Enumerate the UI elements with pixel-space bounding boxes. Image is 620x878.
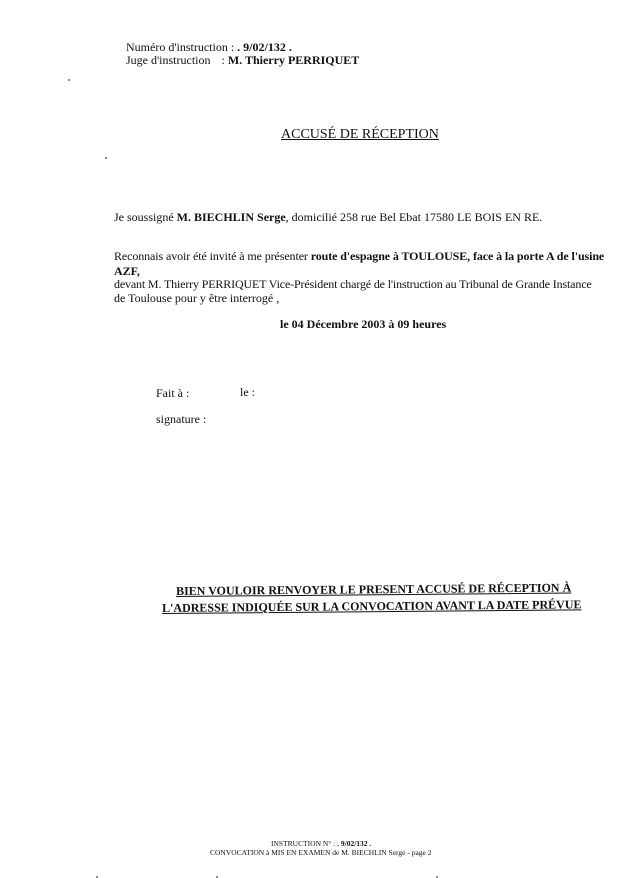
instruction-label: Numéro d'instruction : — [126, 40, 235, 54]
judge-name: M. Thierry PERRIQUET — [227, 53, 360, 67]
scan-speck — [105, 157, 107, 159]
convocation-date: le 04 Décembre 2003 à 09 heures — [280, 317, 447, 331]
return-notice-line-1: BIEN VOULOIR RENVOYER LE PRESENT ACCUSÉ DE RÉCEPTION À — [176, 580, 572, 598]
footer-page-number: - page 2 — [407, 848, 432, 857]
convocation-location: route d'espagne à TOULOUSE, face à la porte A de l'usine — [310, 249, 605, 263]
invitation-line-1 — [114, 249, 604, 264]
declarant-name: M. BIECHLIN Serge — [176, 210, 286, 224]
declarant-address: , domicilié 258 rue Bel Ebat 17580 LE BOIS EN RE. — [285, 210, 543, 224]
footer-convocation — [210, 848, 432, 857]
judge-separator: : — [221, 53, 225, 67]
declaration-prefix: Je soussigné — [114, 210, 177, 224]
scan-speck — [68, 79, 70, 81]
footer-convocation-text: CONVOCATION à MIS EN EXAMEN de M. BIECHLIN Serge — [210, 848, 406, 857]
footer-instruction — [271, 839, 371, 848]
footer-instruction-label: INSTRUCTION N° : — [271, 839, 336, 848]
page-title: ACCUSÉ DE RÉCEPTION — [281, 127, 439, 142]
return-notice-line-2: L'ADRESSE INDIQUÉE SUR LA CONVOCATION AVANT LA DATE PRÉVUE — [162, 597, 582, 615]
invitation-line-2: AZF, — [114, 264, 140, 278]
date-label: le : — [240, 385, 255, 399]
judge-line — [126, 53, 359, 68]
footer-instruction-number: . 9/02/132 . — [337, 839, 372, 848]
invitation-line-4: de Toulouse pour y être interrogé , — [114, 291, 280, 305]
fait-a-label: Fait à : — [156, 386, 190, 400]
signature-label: signature : — [156, 412, 207, 426]
invitation-prefix: Reconnais avoir été invité à me présenter — [114, 249, 311, 263]
declaration-line — [114, 210, 542, 225]
instruction-number: . 9/02/132 . — [237, 40, 292, 54]
judge-label: Juge d'instruction — [126, 53, 211, 67]
invitation-line-3: devant M. Thierry PERRIQUET Vice-Président chargé de l'instruction au Tribunal de Grande Instance — [114, 277, 592, 291]
